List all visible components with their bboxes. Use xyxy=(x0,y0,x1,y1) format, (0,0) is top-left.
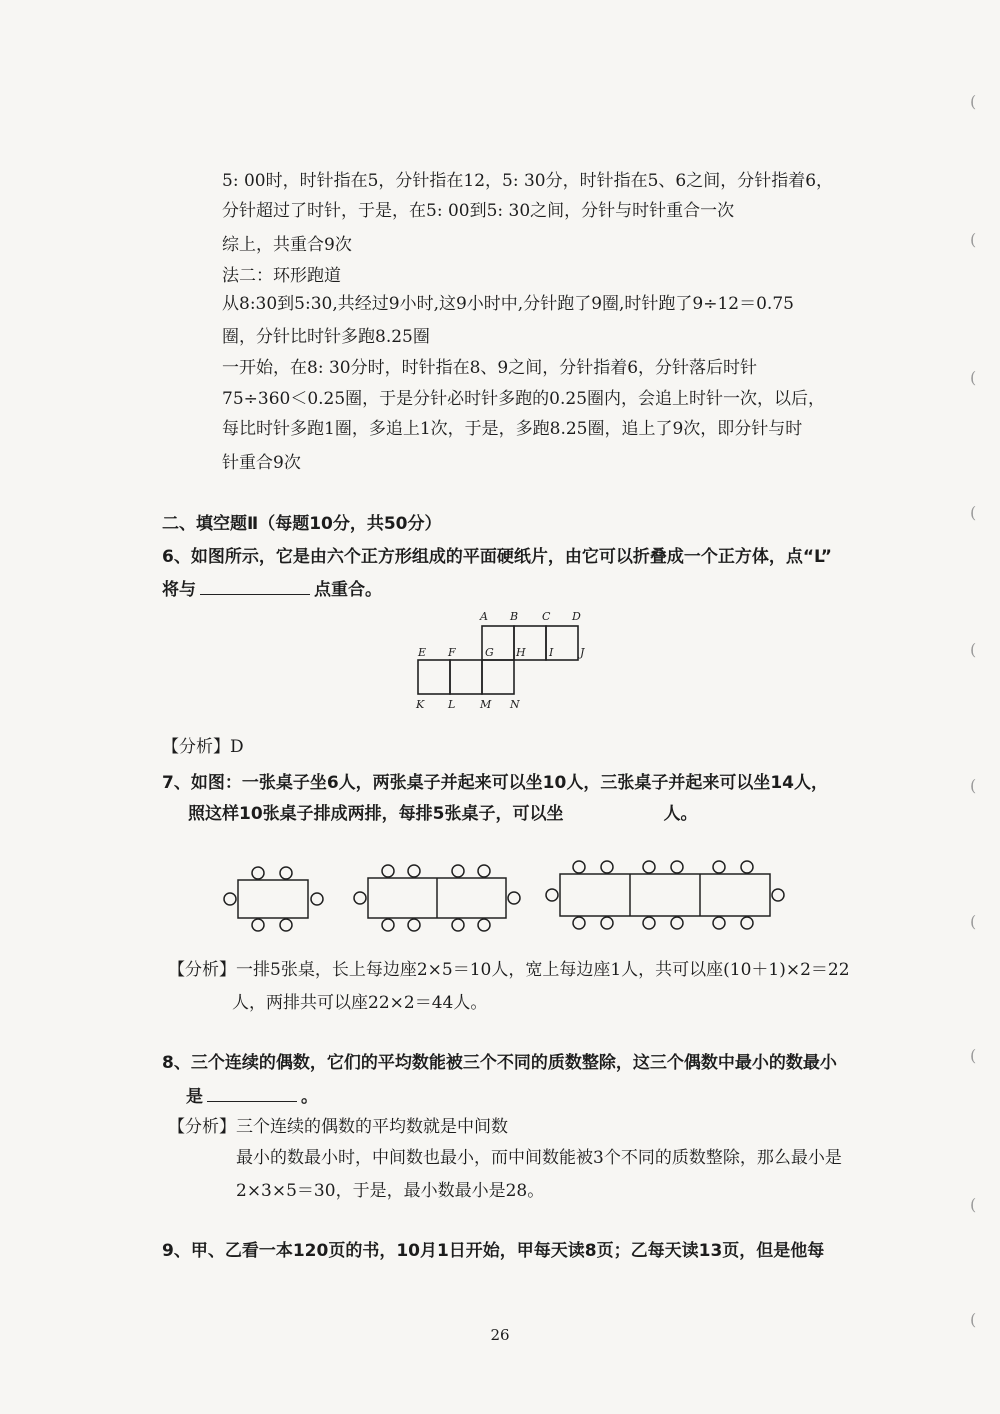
net-label-a: A xyxy=(480,610,488,623)
solution-line-9: 每比时针多跑1圈，多追上1次，于是，多跑8.25圈，追上了9次，即分针与时 xyxy=(222,419,803,439)
table-single xyxy=(238,880,308,918)
q8-text-b-post: 。 xyxy=(301,1087,318,1107)
binding-mark: ( xyxy=(970,1310,977,1329)
net-label-j: J xyxy=(580,646,585,659)
solution-line-5: 从8:30到5:30,共经过9小时,这9小时中,分针跑了9圈,时针跑了9÷12＝0.75 xyxy=(222,294,794,314)
tables-figure xyxy=(222,858,792,938)
q6-text-b-pre: 将与 xyxy=(162,580,196,600)
q7-analysis-1: 【分析】一排5张桌，长上每边座2×5＝10人，宽上每边座1人，共可以座(10＋1)×2＝22 xyxy=(168,960,850,980)
net-label-b: B xyxy=(510,610,519,623)
q8-analysis-3: 2×3×5＝30，于是，最小数最小是28。 xyxy=(236,1181,545,1201)
binding-mark: ( xyxy=(970,776,977,795)
q6-text-b-post: 点重合。 xyxy=(314,580,382,600)
solution-line-10: 针重合9次 xyxy=(222,453,301,473)
q8-analysis-1: 【分析】三个连续的偶数的平均数就是中间数 xyxy=(168,1117,508,1137)
solution-line-7: 一开始，在8: 30分时，时针指在8、9之间，分针指着6，分针落后时针 xyxy=(222,358,758,378)
solution-line-8: 75÷360＜0.25圈，于是分针必时针多跑的0.25圈内，会追上时针一次，以后， xyxy=(222,389,826,409)
section-heading: 二、填空题Ⅱ（每题10分，共50分） xyxy=(162,514,442,534)
binding-mark: ( xyxy=(970,1046,977,1065)
cube-net-figure xyxy=(408,604,598,714)
binding-mark: ( xyxy=(970,1195,977,1214)
net-label-d: D xyxy=(572,610,581,623)
net-label-k: K xyxy=(416,698,425,711)
q7-text-b-pre: 照这样10张桌子排成两排，每排5张桌子，可以坐 xyxy=(188,804,564,824)
solution-line-4: 法二：环形跑道 xyxy=(222,266,341,286)
net-label-i: I xyxy=(549,646,554,659)
binding-mark: ( xyxy=(970,503,977,522)
binding-mark: ( xyxy=(970,92,977,111)
q8-text-b xyxy=(186,1085,318,1108)
q8-text-b-pre: 是 xyxy=(186,1087,203,1107)
binding-mark: ( xyxy=(970,912,977,931)
net-label-h: H xyxy=(516,646,526,659)
solution-line-1: 5: 00时，时针指在5，分针指在12，5: 30分，时针指在5、6之间，分针指着6， xyxy=(222,171,834,191)
q7-text-b xyxy=(188,803,698,825)
net-label-l: L xyxy=(448,698,456,711)
net-label-e: E xyxy=(418,646,427,659)
net-label-m: M xyxy=(480,698,492,711)
binding-mark: ( xyxy=(970,230,977,249)
q7-analysis-2: 人，两排共可以座22×2＝44人。 xyxy=(232,993,488,1013)
table-triple xyxy=(560,874,770,916)
net-label-g: G xyxy=(485,646,494,659)
binding-mark: ( xyxy=(970,640,977,659)
q6-text-b xyxy=(162,578,382,601)
q8-answer-blank xyxy=(207,1085,297,1102)
solution-line-3: 综上，共重合9次 xyxy=(222,235,352,255)
q8-analysis-2: 最小的数最小时，中间数也最小，而中间数能被3个不同的质数整除，那么最小是 xyxy=(236,1148,842,1168)
net-label-n: N xyxy=(510,698,520,711)
q8-text-a: 8、三个连续的偶数，它们的平均数能被三个不同的质数整除，这三个偶数中最小的数最小 xyxy=(162,1053,837,1073)
q6-analysis: 【分析】D xyxy=(162,737,244,757)
binding-mark: ( xyxy=(970,368,977,387)
q6-text-a: 6、如图所示，它是由六个正方形组成的平面硬纸片，由它可以折叠成一个正方体，点“L” xyxy=(162,547,832,567)
net-label-f: F xyxy=(448,646,456,659)
q6-answer-blank xyxy=(200,578,310,595)
solution-line-6: 圈，分针比时针多跑8.25圈 xyxy=(222,327,430,347)
q7-text-b-post: 人。 xyxy=(663,804,698,824)
page-number: 26 xyxy=(490,1326,510,1344)
q7-text-a: 7、如图：一张桌子坐6人，两张桌子并起来可以坐10人，三张桌子并起来可以坐14人， xyxy=(162,773,828,793)
q9-text-a: 9、甲、乙看一本120页的书，10月1日开始，甲每天读8页；乙每天读13页，但是他每 xyxy=(162,1241,825,1261)
net-label-c: C xyxy=(542,610,551,623)
solution-line-2: 分针超过了时针，于是，在5: 00到5: 30之间，分针与时针重合一次 xyxy=(222,201,735,221)
